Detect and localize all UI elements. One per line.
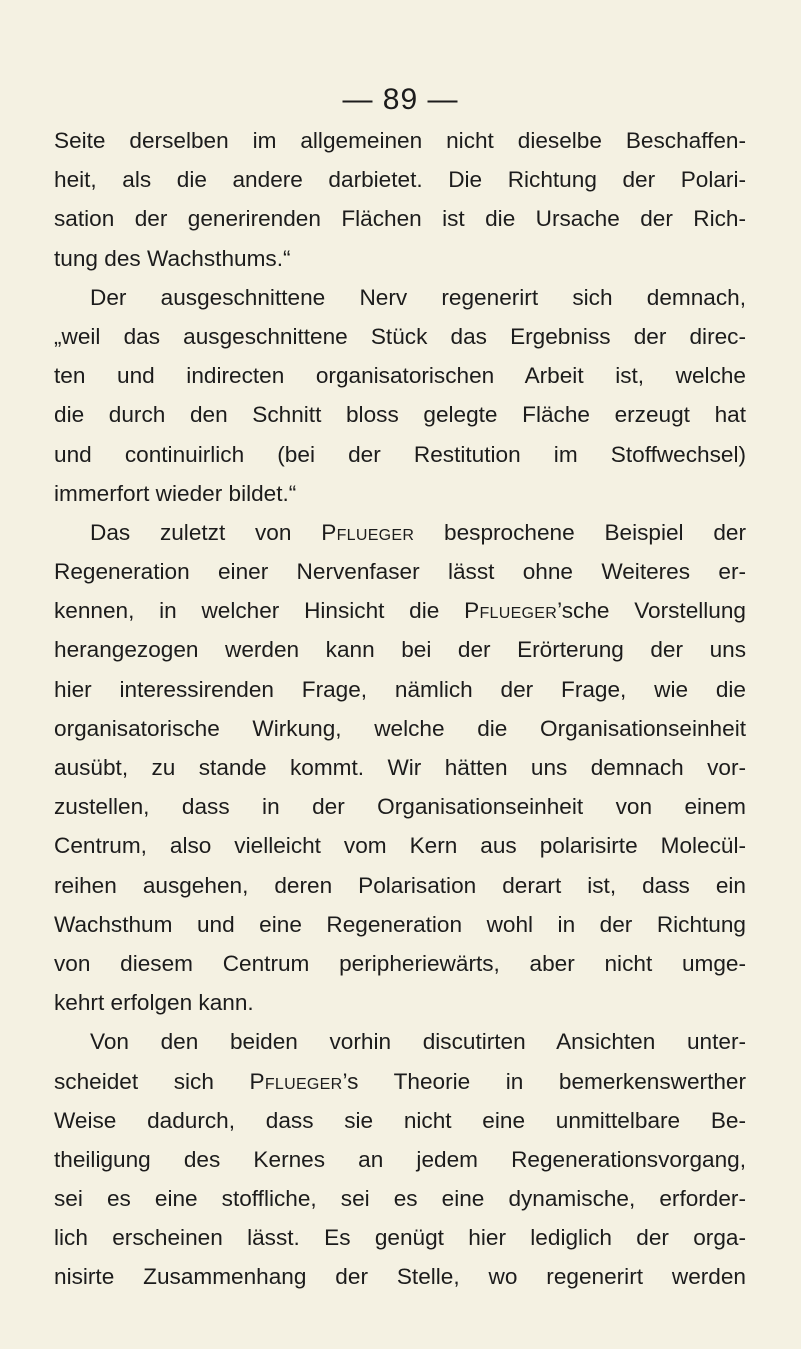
text-line: Seite derselben im allgemeinen nicht dieselbe Beschaffen-: [54, 128, 746, 153]
text-line: lich erscheinen lässt. Es genügt hier lediglich der orga-: [54, 1225, 746, 1251]
text-line: reihen ausgehen, deren Polarisation derart ist, dass ein: [54, 872, 746, 898]
text-line: hier interessirenden Frage, nämlich der Frage, wie die: [54, 676, 746, 702]
text-line: theiligung des Kernes an jedem Regenerationsvorgang,: [54, 1146, 746, 1172]
page-number: — 89 —: [342, 83, 459, 116]
text-line: Von den beiden vorhin discutirten Ansichten unter-: [90, 1029, 746, 1055]
text-line: ten und indirecten organisatorischen Arbeit ist, welche: [54, 363, 746, 389]
text-line: die durch den Schnitt bloss gelegte Fläche erzeugt hat: [54, 402, 746, 428]
author-name: Pflueger: [249, 1068, 343, 1094]
text-line: immerfort wieder bildet.“: [54, 480, 297, 506]
text-line: Centrum, also vielleicht vom Kern aus polarisirte Molecül-: [54, 833, 746, 859]
text-line: sation der generirenden Flächen ist die Ursache der Rich-: [54, 206, 746, 232]
text-line: herangezogen werden kann bei der Erörterung der uns: [54, 637, 746, 663]
text-line: ausübt, zu stande kommt. Wir hätten uns demnach vor-: [54, 755, 746, 780]
text-line: und continuirlich (bei der Restitution im Stoffwechsel): [54, 441, 746, 467]
author-name: Pflueger: [464, 598, 558, 624]
body-text: [54, 121, 746, 1297]
text-line: tung des Wachsthums.“: [54, 245, 291, 271]
text-line: heit, als die andere darbietet. Die Richtung der Polari-: [54, 167, 746, 193]
text-line: von diesem Centrum peripheriewärts, aber nicht umge-: [54, 950, 746, 976]
text-line: kehrt erfolgen kann.: [54, 990, 254, 1016]
text-line: zustellen, dass in der Organisationseinheit von einem: [54, 794, 746, 820]
text-line: Wachsthum und eine Regeneration wohl in der Richtung: [54, 911, 746, 937]
text-line: sei es eine stoffliche, sei es eine dynamische, erforder-: [54, 1186, 746, 1212]
text-line: „weil das ausgeschnittene Stück das Ergebniss der direc-: [54, 323, 746, 349]
text-line: nisirte Zusammenhang der Stelle, wo regenerirt werden: [54, 1264, 746, 1290]
text-line: organisatorische Wirkung, welche die Organisationseinheit: [54, 715, 746, 741]
text-line: Das zuletzt von Pflueger besprochene Beispiel der: [90, 519, 746, 545]
text-line: Der ausgeschnittene Nerv regenerirt sich demnach,: [90, 284, 746, 310]
text-line: Regeneration einer Nervenfaser lässt ohne Weiteres er-: [54, 559, 746, 585]
text-line: kennen, in welcher Hinsicht die Pflueger’sche Vorstellung: [54, 598, 746, 624]
author-name: Pflueger: [321, 519, 415, 545]
text-line: scheidet sich Pflueger’s Theorie in bemerkenswerther: [54, 1068, 746, 1094]
text-line: Weise dadurch, dass sie nicht eine unmittelbare Be-: [54, 1107, 746, 1133]
